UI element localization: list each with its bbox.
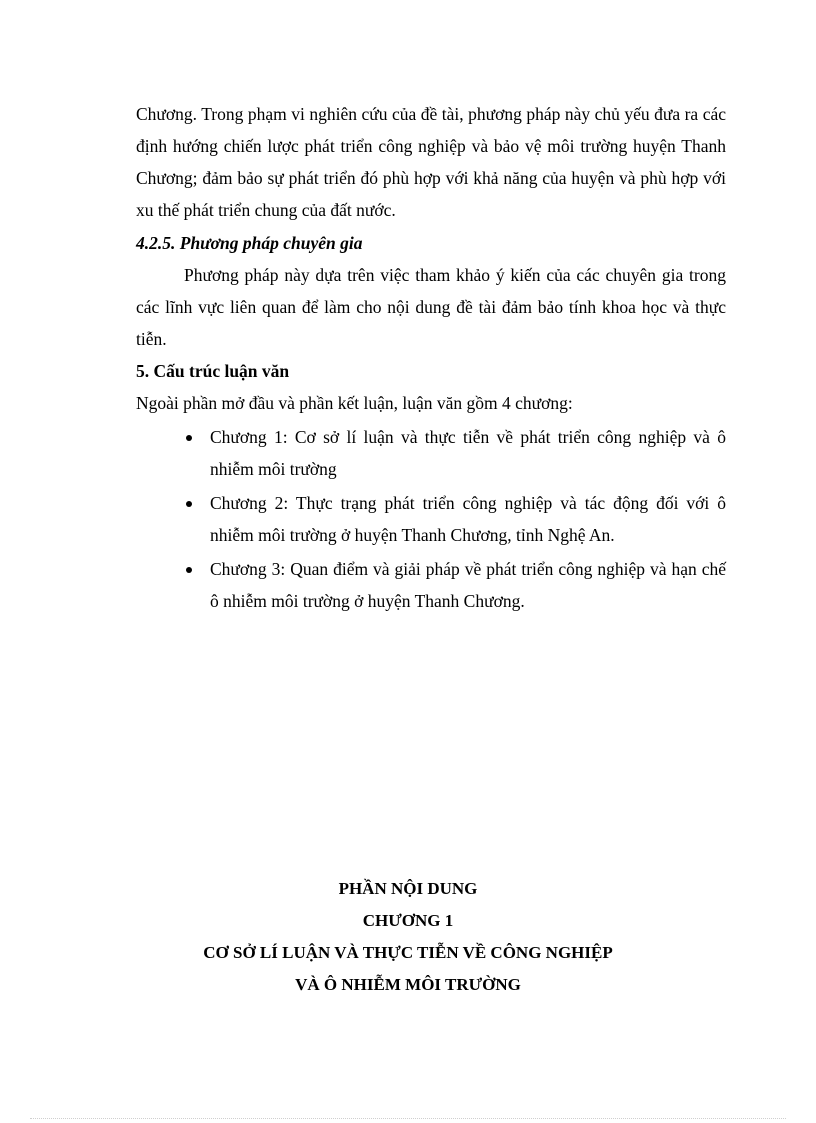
bullet-icon: [186, 435, 192, 441]
paragraph-expert-method: Phương pháp này dựa trên việc tham khảo ý kiến của các chuyên gia trong các lĩnh vực liên quan để làm cho nội dung đề tài đảm bảo tính khoa học và thực tiễn.: [136, 265, 726, 349]
section-heading-5: 5. Cấu trúc luận văn: [136, 361, 290, 381]
chapter-3-text: Chương 3: Quan điểm và giải pháp về phát triển công nghiệp và hạn chế ô nhiễm môi trường ở huyện Thanh Chương.: [210, 559, 726, 611]
page-bottom-divider: [30, 1118, 786, 1119]
list-item: [136, 487, 726, 551]
paragraph-methodology: Chương. Trong phạm vi nghiên cứu của đề tài, phương pháp này chủ yếu đưa ra các định hướng chiến lược phát triển công nghiệp và bảo vệ môi trường huyện Thanh Chương; đảm bảo sự phát triển đó phù hợp với khả năng của huyện và phù hợp với xu thế phát triển chung của đất nước.: [136, 104, 726, 220]
section-heading-4-2-5: 4.2.5. Phương pháp chuyên gia: [136, 233, 363, 253]
thesis-structure-intro: Ngoài phần mở đầu và phần kết luận, luận văn gồm 4 chương:: [136, 393, 573, 413]
chapter-heading-block: [0, 873, 816, 1001]
chapter-subtitle-line-1: CƠ SỞ LÍ LUẬN VÀ THỰC TIỄN VỀ CÔNG NGHIỆP: [203, 943, 613, 962]
chapter-title: CHƯƠNG 1: [362, 911, 454, 930]
list-item: [136, 553, 726, 617]
bullet-icon: [186, 501, 192, 507]
chapter-1-text: Chương 1: Cơ sở lí luận và thực tiễn về phát triển công nghiệp và ô nhiễm môi trường: [210, 427, 726, 479]
chapter-subtitle-line-2: VÀ Ô NHIỄM MÔI TRƯỜNG: [295, 975, 521, 994]
bullet-icon: [186, 567, 192, 573]
part-title: PHẦN NỘI DUNG: [338, 879, 478, 898]
chapter-2-text: Chương 2: Thực trạng phát triển công nghiệp và tác động đối với ô nhiễm môi trường ở huyện Thanh Chương, tỉnh Nghệ An.: [210, 493, 726, 545]
chapter-list: [136, 421, 726, 619]
list-item: [136, 421, 726, 485]
